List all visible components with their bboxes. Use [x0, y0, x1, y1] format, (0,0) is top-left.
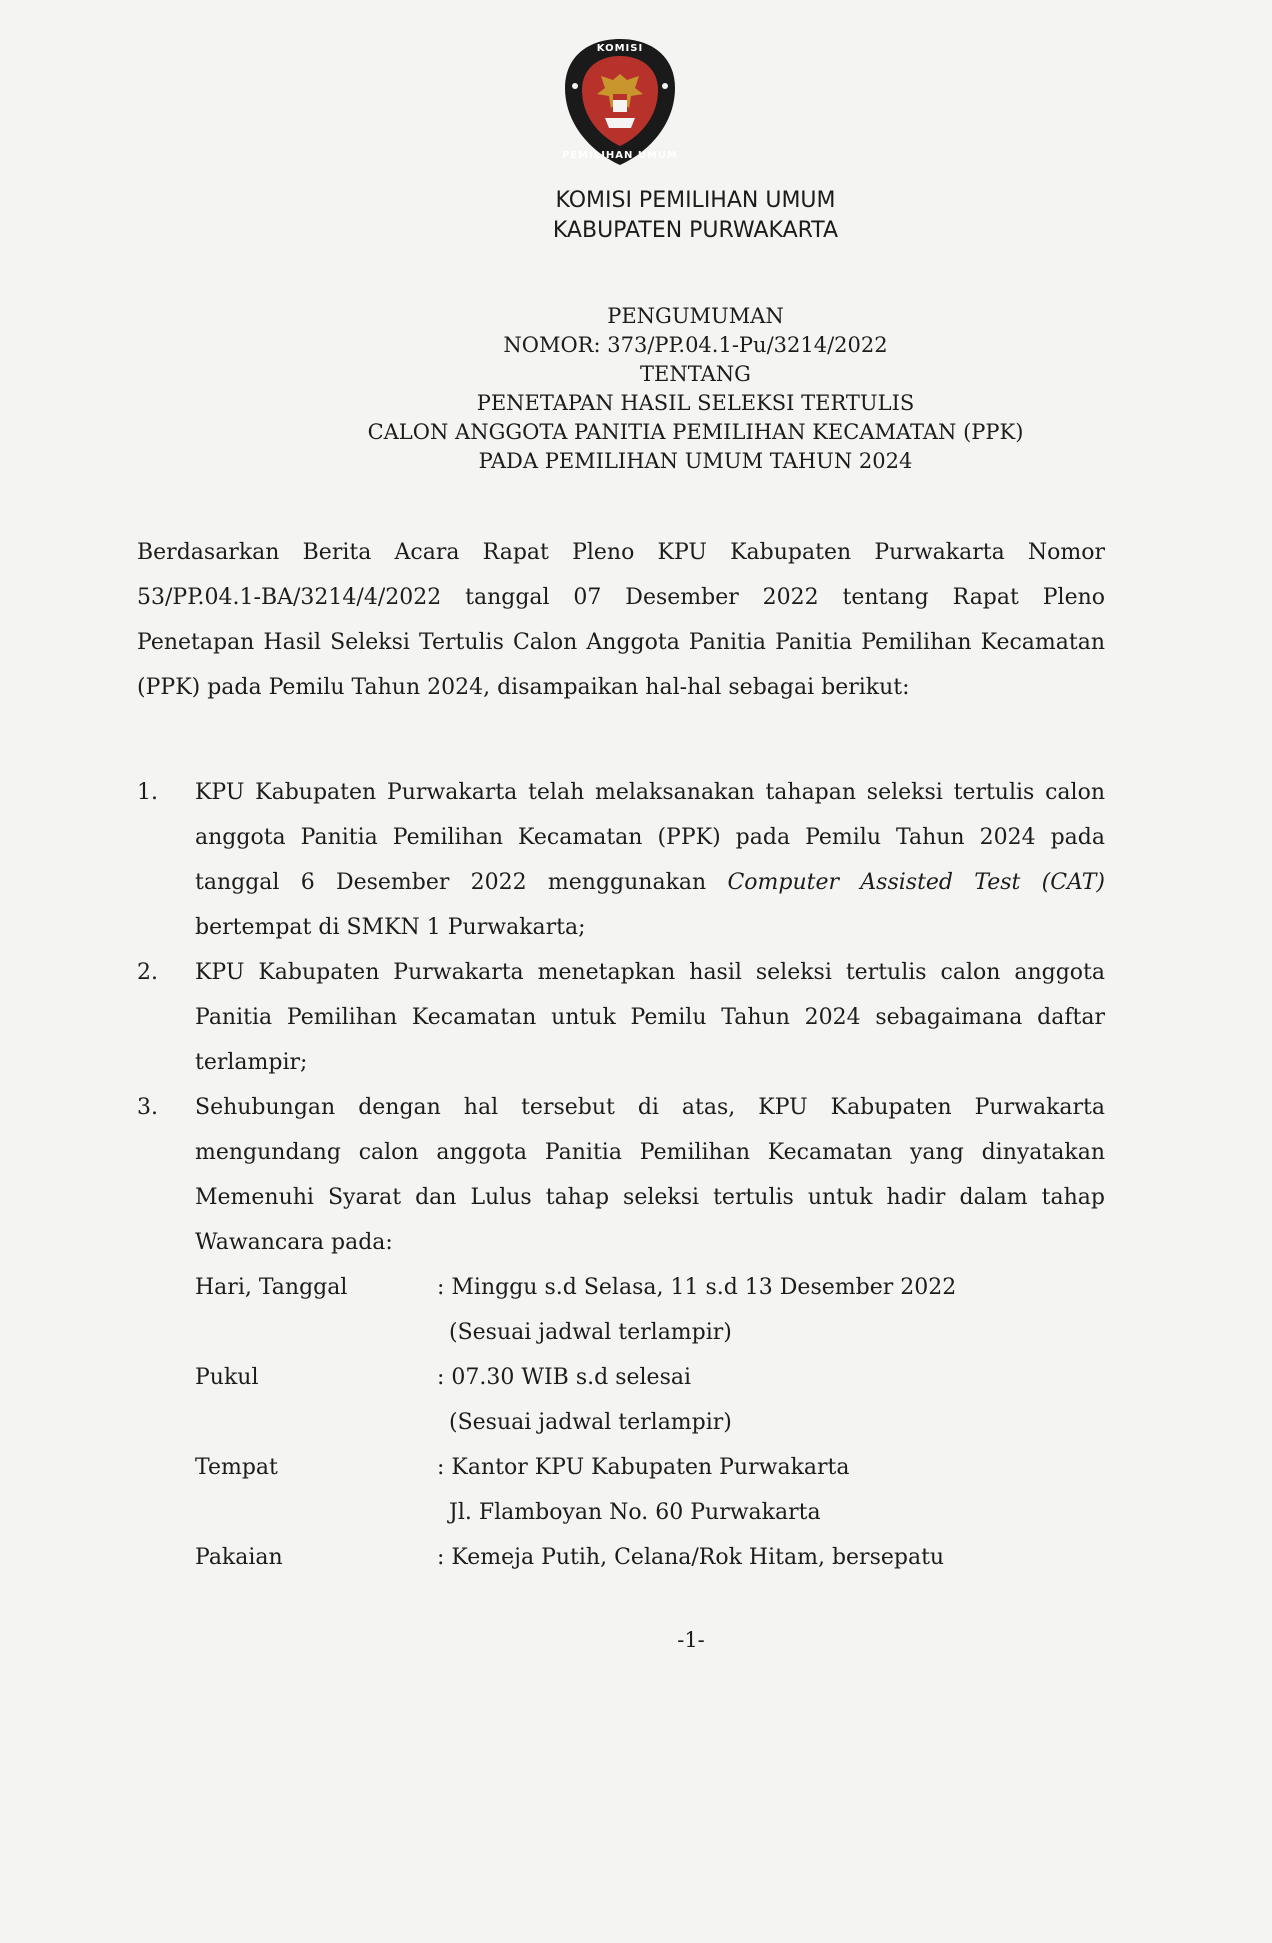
- detail-row: [195, 1265, 1105, 1355]
- numbered-list: [137, 770, 1105, 1580]
- detail-value-note: (Sesuai jadwal terlampir): [449, 1410, 732, 1435]
- detail-label: Pukul: [195, 1365, 259, 1390]
- kpu-emblem-icon: [561, 36, 679, 168]
- agency-header: [0, 186, 1272, 246]
- list-item: [137, 770, 1105, 950]
- list-text-part: bertempat di SMKN 1 Purwakarta;: [195, 915, 586, 940]
- detail-value-line: : 07.30 WIB s.d selesai: [437, 1365, 692, 1390]
- detail-value-line: : Minggu s.d Selasa, 11 s.d 13 Desember 2022: [437, 1275, 957, 1300]
- list-number: 1.: [137, 780, 158, 805]
- list-item: [137, 950, 1105, 1085]
- intro-paragraph: Berdasarkan Berita Acara Rapat Pleno KPU Kabupaten Purwakarta Nomor 53/PP.04.1-BA/3214/4/2022 tanggal 07 Desember 2022 tentang Rapat Pleno Penetapan Hasil Seleksi Tertulis Calon Anggota Panitia Panitia Pemilihan Kecamatan (PPK) pada Pemilu Tahun 2024, disampaikan hal-hal sebagai berikut:: [137, 540, 1105, 700]
- detail-value-note: (Sesuai jadwal terlampir): [449, 1320, 732, 1345]
- detail-value: [437, 1355, 1105, 1445]
- emblem-top-text: KOMISI: [596, 43, 644, 54]
- page-number: -1-: [677, 1628, 705, 1652]
- title-line-4: PENETAPAN HASIL SELEKSI TERTULIS: [476, 391, 915, 415]
- title-line-3: TENTANG: [640, 362, 751, 386]
- detail-value-line: : Kemeja Putih, Celana/Rok Hitam, bersepatu: [437, 1545, 945, 1570]
- interview-details: [195, 1265, 1105, 1580]
- detail-value: [437, 1265, 1105, 1355]
- title-line-6: PADA PEMILIHAN UMUM TAHUN 2024: [478, 449, 913, 473]
- detail-label: Tempat: [195, 1455, 278, 1480]
- list-text-part: KPU Kabupaten Purwakarta telah melaksanakan tahapan seleksi tertulis calon anggota Panitia Pemilihan Kecamatan (PPK) pada Pemilu Tahun 2024 pada tanggal 6 Desember 2022 menggunakan: [195, 780, 1105, 895]
- list-text: Sehubungan dengan hal tersebut di atas, KPU Kabupaten Purwakarta mengundang calon anggota Panitia Pemilihan Kecamatan yang dinyatakan Memenuhi Syarat dan Lulus tahap seleksi tertulis untuk hadir dalam tahap Wawancara pada:: [195, 1095, 1105, 1255]
- detail-row: [195, 1355, 1105, 1445]
- detail-label: Hari, Tanggal: [195, 1275, 348, 1300]
- title-line-1: PENGUMUMAN: [607, 304, 784, 328]
- list-number: 2.: [137, 960, 158, 985]
- detail-value: [437, 1445, 1105, 1535]
- announcement-title: [0, 302, 1272, 476]
- detail-label: Pakaian: [195, 1545, 283, 1570]
- agency-region: KABUPATEN PURWAKARTA: [552, 218, 839, 243]
- detail-value-line: : Kantor KPU Kabupaten Purwakarta: [437, 1455, 850, 1480]
- emblem-bottom-text: PEMILIHAN UMUM: [561, 150, 679, 161]
- agency-name: KOMISI PEMILIHAN UMUM: [555, 188, 836, 213]
- detail-value-note: Jl. Flamboyan No. 60 Purwakarta: [449, 1500, 821, 1525]
- list-text: KPU Kabupaten Purwakarta menetapkan hasil seleksi tertulis calon anggota Panitia Pemilihan Kecamatan untuk Pemilu Tahun 2024 sebagaimana daftar terlampir;: [195, 960, 1105, 1075]
- detail-row: [195, 1535, 1105, 1580]
- title-number: NOMOR: 373/PP.04.1-Pu/3214/2022: [503, 333, 888, 357]
- list-number: 3.: [137, 1095, 158, 1120]
- list-item: [137, 1085, 1105, 1580]
- detail-value: [437, 1535, 1105, 1580]
- list-text: [195, 770, 1105, 950]
- list-text-italic: Computer Assisted Test (CAT): [727, 870, 1105, 895]
- detail-row: [195, 1445, 1105, 1535]
- title-line-5: CALON ANGGOTA PANITIA PEMILIHAN KECAMATAN (PPK): [367, 420, 1024, 444]
